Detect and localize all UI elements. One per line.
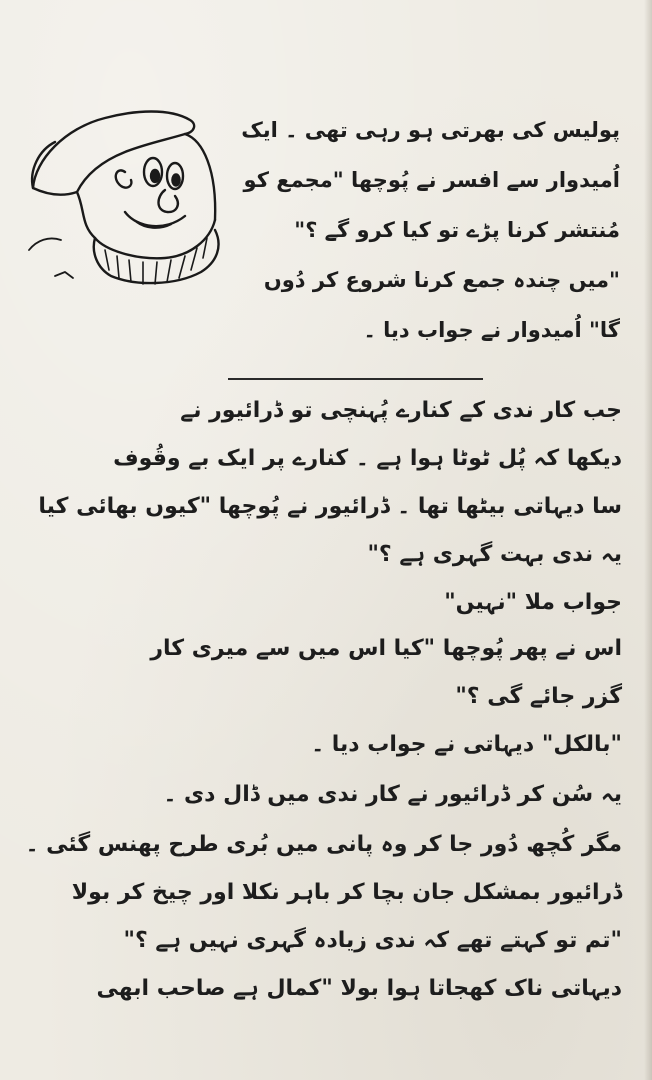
- joke-2-line-10: مگر کُچھ دُور جا کر وہ پانی میں بُری طرح پھنس گئی ۔: [25, 832, 622, 857]
- joke-2-line-5: جواب ملا "نہیں": [444, 590, 622, 615]
- joke-1-line-1: پولیس کی بھرتی ہو رہی تھی ۔ ایک: [241, 118, 620, 142]
- joke-1-line-2: اُمیدوار سے افسر نے پُوچھا "مجمع کو: [243, 168, 620, 192]
- joke-1-line-3: مُنتشر کرنا پڑے تو کیا کرو گے ؟": [294, 218, 620, 242]
- joke-1-line-4: "میں چندہ جمع کرنا شروع کر دُوں: [263, 268, 620, 292]
- joke-2-line-12: "تم تو کہتے تھے کہ ندی زیادہ گہری نہیں ہے ؟": [123, 928, 622, 953]
- joke-2: [25, 0, 622, 1080]
- joke-2-line-3: سا دیہاتی بیٹھا تھا ۔ ڈرائیور نے پُوچھا "کیوں بھائی کیا: [38, 494, 622, 519]
- page-edge-shadow: [644, 0, 652, 1080]
- joke-2-line-11: ڈرائیور بمشکل جان بچا کر باہر نکلا اور چیخ کر بولا: [71, 880, 622, 905]
- joke-2-line-13: دیہاتی ناک کھجاتا ہوا بولا "کمال ہے صاحب ابھی: [96, 976, 622, 1001]
- joke-2-line-6: اس نے پھر پُوچھا "کیا اس میں سے میری کار: [150, 636, 622, 661]
- joke-2-line-4: یہ ندی بہت گہری ہے ؟": [367, 542, 622, 567]
- joke-2-line-8: "بالکل" دیہاتی نے جواب دیا ۔: [311, 732, 622, 757]
- joke-2-line-7: گزر جائے گی ؟": [455, 684, 622, 709]
- joke-2-line-1: جب کار ندی کے کنارے پُہنچی تو ڈرائیور نے: [180, 398, 622, 423]
- joke-2-line-9: یہ سُن کر ڈرائیور نے کار ندی میں ڈال دی ۔: [163, 782, 622, 807]
- joke-2-line-2: دیکھا کہ پُل ٹوٹا ہوا ہے ۔ کنارے پر ایک بے وقُوف: [113, 446, 622, 471]
- joke-1-line-5: گا" اُمیدوار نے جواب دیا ۔: [363, 318, 620, 342]
